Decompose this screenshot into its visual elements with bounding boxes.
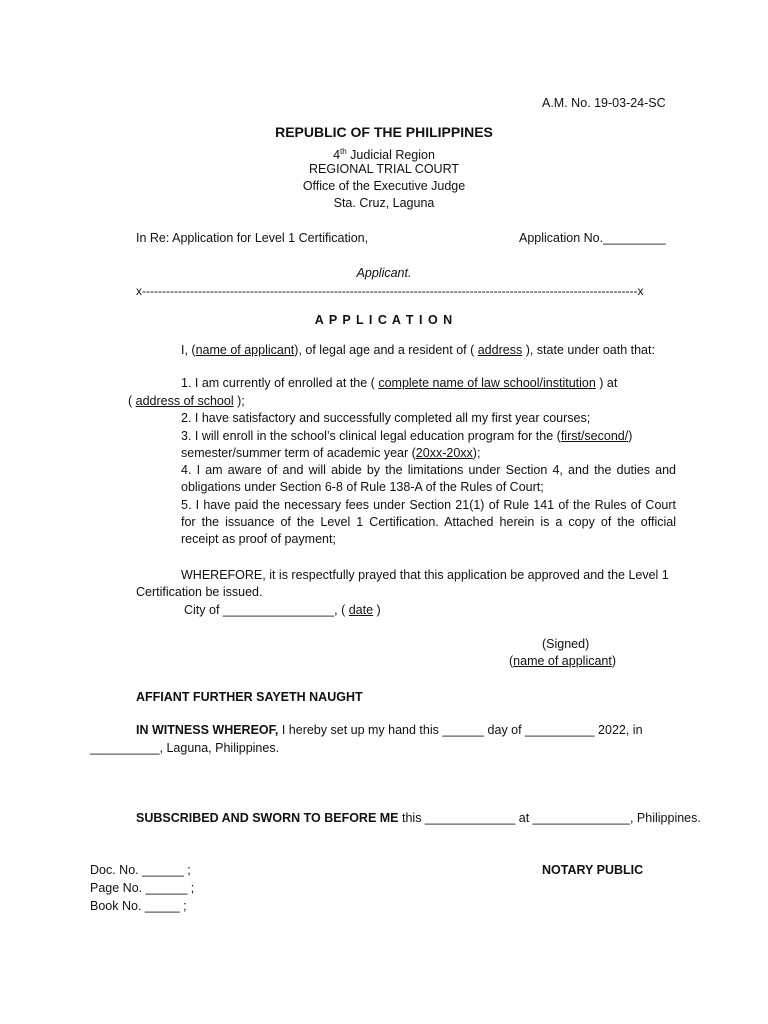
item-1-line-1: 1. I am currently of enrolled at the ( complete name of law school/institution ) at	[181, 376, 618, 390]
signature-name: (name of applicant)	[509, 654, 617, 668]
item-4: 4. I am aware of and will abide by the limitations under Section 4, and the duties and obligations under Section 6-8 of Rule 138-A of the Rules of Court;	[181, 463, 676, 494]
notary-public-label: NOTARY PUBLIC	[542, 863, 644, 877]
witness-line-2: __________, Laguna, Philippines.	[90, 741, 280, 755]
document-title: A P P L I C A T I O N	[314, 313, 454, 327]
affiant-statement: AFFIANT FURTHER SAYETH NAUGHT	[136, 690, 363, 704]
book-number: Book No. _____ ;	[90, 899, 187, 913]
page-number: Page No. ______ ;	[90, 881, 195, 895]
signed-label: (Signed)	[542, 637, 590, 651]
office-name: Office of the Executive Judge	[302, 179, 466, 193]
in-re-caption: In Re: Application for Level 1 Certification,	[136, 231, 369, 245]
subscribed-line: SUBSCRIBED AND SWORN TO BEFORE ME this _____________ at ______________, Philippines.	[136, 811, 701, 825]
item-3-line-1: 3. I will enroll in the school’s clinical legal education program for the (first/second/)	[181, 429, 633, 443]
item-1-line-2: ( address of school );	[128, 394, 245, 408]
am-number: A.M. No. 19-03-24-SC	[542, 96, 666, 110]
judicial-region: 4th Judicial Region	[333, 147, 435, 163]
wherefore-line-2: Certification be issued.	[136, 585, 263, 599]
caption-divider: x----------------------------------------------------------------------------------------------------------------------------x	[136, 284, 644, 298]
city-date-line: City of ________________, ( date )	[184, 603, 381, 617]
wherefore-line-1: WHEREFORE, it is respectfully prayed that this application be approved and the Level 1	[181, 568, 669, 582]
item-3-line-2: semester/summer term of academic year (20xx-20xx);	[181, 446, 481, 460]
witness-line-1: IN WITNESS WHEREOF, I hereby set up my hand this ______ day of __________ 2022, in	[136, 723, 643, 737]
court-name: REGIONAL TRIAL COURT	[308, 162, 460, 176]
doc-number: Doc. No. ______ ;	[90, 863, 191, 877]
place-name: Sta. Cruz, Laguna	[333, 196, 435, 210]
applicant-label: Applicant.	[356, 266, 412, 280]
intro-statement: I, (name of applicant), of legal age and a resident of ( address ), state under oath that:	[181, 343, 655, 357]
republic-heading: REPUBLIC OF THE PHILIPPINES	[275, 124, 493, 140]
application-number: Application No._________	[519, 231, 666, 245]
item-5: 5. I have paid the necessary fees under Section 21(1) of Rule 141 of the Rules of Court for the issuance of the Level 1 Certification. Attached herein is a copy of the official receipt as proof of payment;	[181, 498, 676, 546]
item-2: 2. I have satisfactory and successfully completed all my first year courses;	[181, 411, 591, 425]
